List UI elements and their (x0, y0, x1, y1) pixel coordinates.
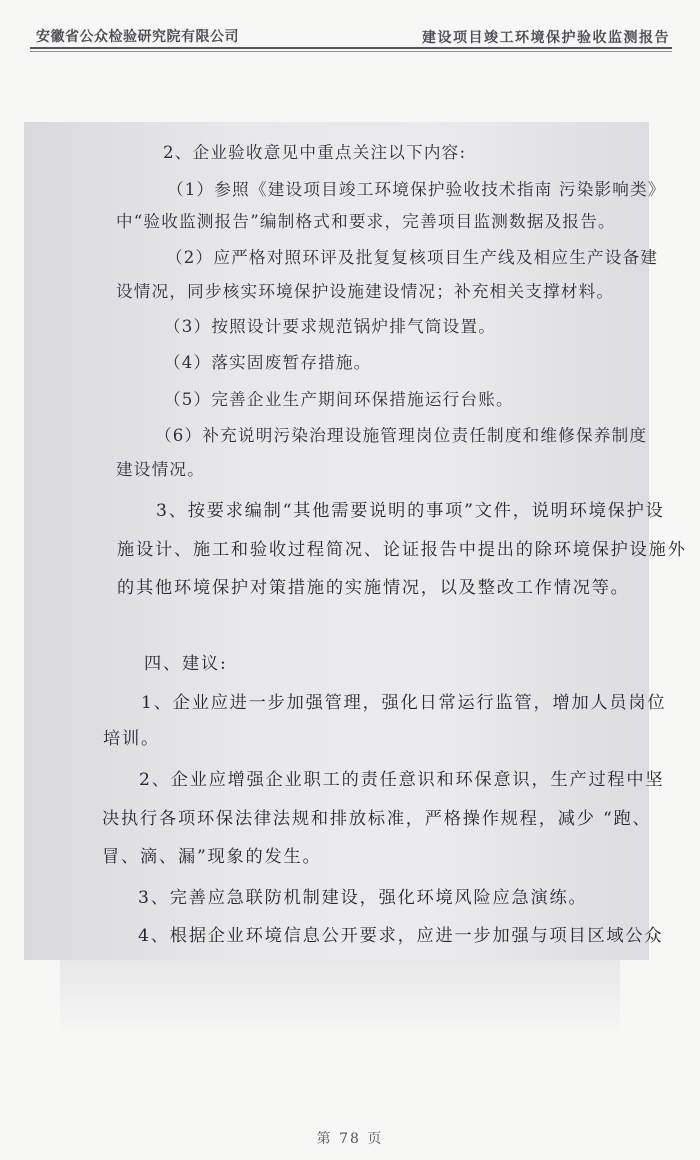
section-heading: 四、建议: (144, 654, 228, 674)
body-line: （4）落实固废暂存措施。 (164, 353, 372, 372)
body-line: 3、按要求编制“其他需要说明的事项”文件，说明环境保护设 (156, 501, 665, 521)
page-number: 第 78 页 (316, 1131, 384, 1147)
body-line: 的其他环境保护对策措施的实施情况，以及整改工作情况等。 (117, 578, 630, 598)
body-line: （5）完善企业生产期间环保措施运行台账。 (164, 390, 514, 409)
page-body (24, 122, 687, 960)
report-title: 建设项目竣工环境保护验收监测报告 (422, 30, 670, 46)
body-line: （2）应严格对照环评及批复复核项目生产线及相应生产设备建 (166, 248, 659, 267)
body-line: （3）按照设计要求规范锅炉排气筒设置。 (164, 317, 497, 336)
scan-shadow (60, 960, 620, 1040)
body-line: 建设情况。 (116, 460, 205, 479)
body-line: 培训。 (103, 729, 160, 749)
body-line: 设情况，同步核实环境保护设施建设情况；补充相关支撑材料。 (116, 282, 615, 301)
body-line: 决执行各项环保法律法规和排放标准，严格操作规程，减少 “跑、 (102, 809, 652, 829)
body-line: （1）参照《建设项目竣工环境保护验收技术指南 污染影响类》 (167, 180, 666, 199)
body-line: 中“验收监测报告”编制格式和要求，完善项目监测数据及报告。 (116, 212, 616, 231)
organization-name: 安徽省公众检验研究院有限公司 (36, 29, 239, 45)
header-divider (30, 47, 672, 49)
body-line: （6）补充说明污染治理设施管理岗位责任制度和维修保养制度 (155, 426, 648, 445)
body-line: 1、企业应进一步加强管理，强化日常运行监管，增加人员岗位 (141, 693, 667, 713)
body-line: 施设计、施工和验收过程简况、论证报告中提出的除环境保护设施外 (117, 540, 687, 560)
body-line: 2、企业验收意见中重点关注以下内容: (163, 143, 467, 162)
header-divider-thin (30, 51, 672, 52)
body-line: 4、根据企业环境信息公开要求，应进一步加强与项目区域公众 (138, 926, 664, 946)
body-line: 2、企业应增强企业职工的责任意识和环保意识，生产过程中坚 (139, 770, 665, 790)
body-line: 冒、滴、漏”现象的发生。 (102, 847, 322, 867)
body-line: 3、完善应急联防机制建设，强化环境风险应急演练。 (138, 888, 588, 908)
